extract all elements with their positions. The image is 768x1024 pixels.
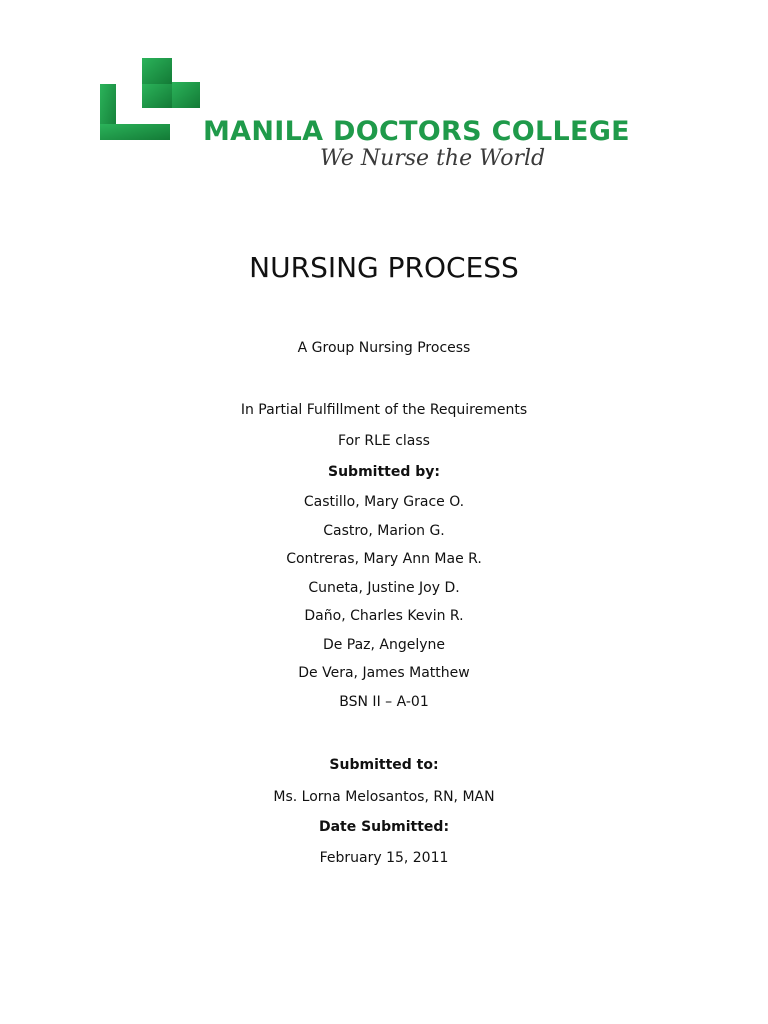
member-name: Daño, Charles Kevin R.: [304, 608, 464, 624]
section-text: BSN II – A-01: [339, 694, 429, 710]
member-name: De Paz, Angelyne: [322, 637, 446, 653]
date-submitted-value: February 15, 2011: [319, 850, 449, 866]
college-tagline: We Nurse the World: [320, 146, 546, 171]
member-name: Cuneta, Justine Joy D.: [308, 580, 460, 596]
member-name: De Vera, James Matthew: [298, 665, 470, 681]
college-logo: [100, 58, 680, 176]
member-name: Contreras, Mary Ann Mae R.: [286, 551, 482, 567]
fulfillment-text: In Partial Fulfillment of the Requirements: [240, 402, 528, 418]
submitted-by-label: Submitted by:: [328, 464, 440, 480]
submitted-to-label: Submitted to:: [329, 757, 439, 773]
submitted-to-name: Ms. Lorna Melosantos, RN, MAN: [273, 789, 495, 805]
cross-logo-icon: [100, 58, 200, 142]
college-name: MANILA DOCTORS COLLEGE: [203, 116, 630, 147]
date-submitted-label: Date Submitted:: [318, 819, 450, 835]
member-name: Castro, Marion G.: [323, 523, 445, 539]
document-subtitle: A Group Nursing Process: [297, 340, 471, 356]
member-name: Castillo, Mary Grace O.: [303, 494, 465, 510]
document-title: NURSING PROCESS: [249, 251, 519, 284]
class-text: For RLE class: [338, 433, 430, 449]
